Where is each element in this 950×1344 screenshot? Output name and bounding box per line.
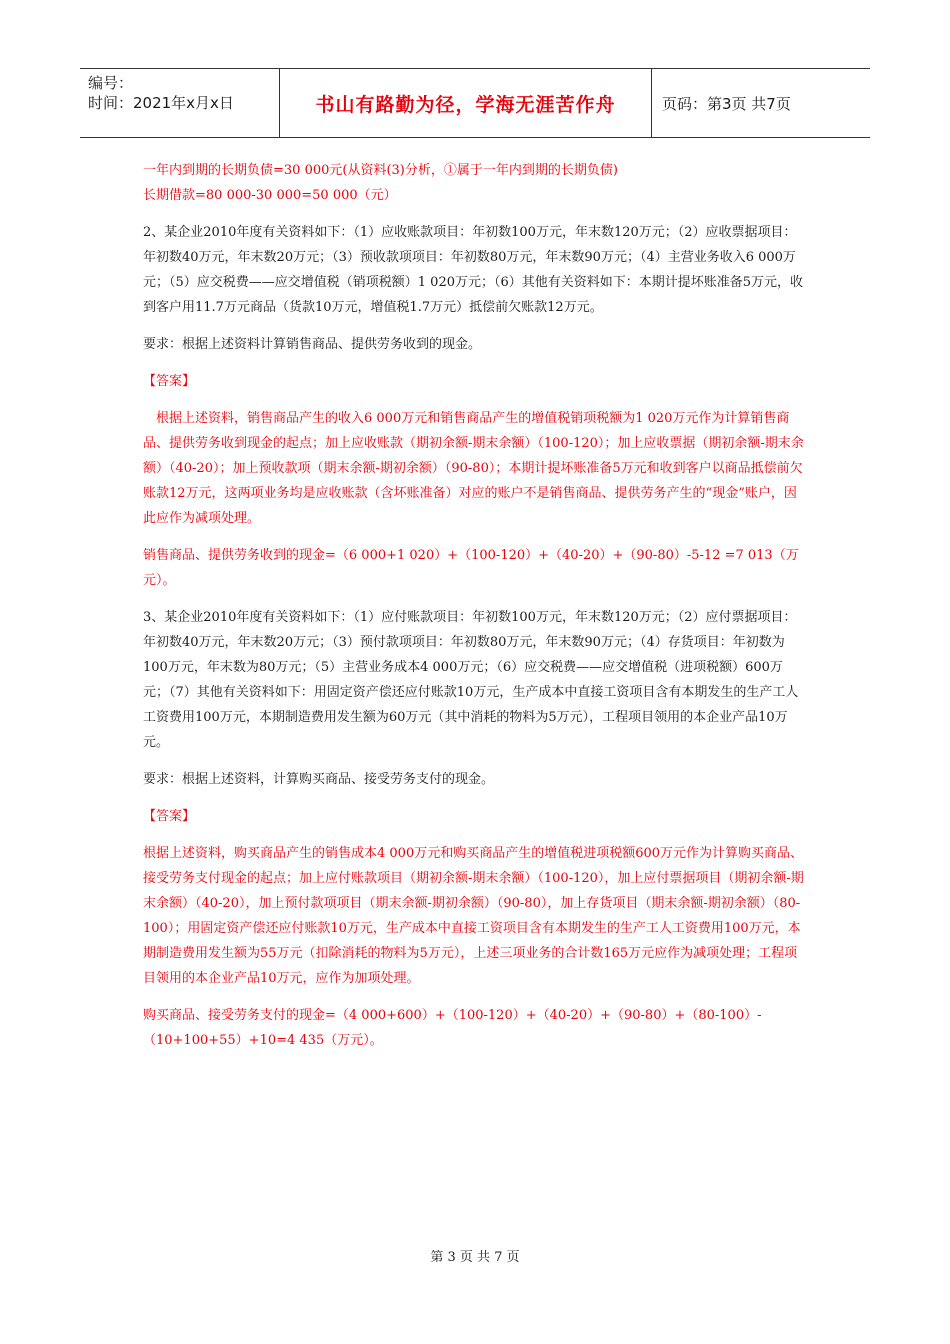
document-body <box>143 158 808 1065</box>
question-2-requirement: 要求：根据上述资料计算销售商品、提供劳务收到的现金。 <box>143 337 482 352</box>
answer-2-formula: 销售商品、提供劳务收到的现金=（6 000+1 020）+（100-120）+（40-20）+（90-80）-5-12 =7 013（万元）。 <box>143 548 799 588</box>
header-page-number: 页码：第3页 共7页 <box>662 94 791 113</box>
serial-label: 编号： <box>88 74 134 92</box>
header-motto: 书山有路勤为径，学海无涯苦作舟 <box>280 69 652 137</box>
question-3: 3、某企业2010年度有关资料如下：（1）应付账款项目：年初数100万元，年末数120万元；（2）应付票据项目：年初数40万元，年末数20万元；（3）预付款项项目：年初数80万元，年末数90万元；（4）存货项目：年初数为100万元，年末数为80万元；（5）主营业务成本4 000万元；（6）应交税费——应交增值税（进项税额）600万元；（7）其他有关资料如下：用固定资产偿还应付账款10万元，生产成本中直接工资项目含有本期发生的生产工人工资费用100万元，本期制造费用发生额为60万元（其中消耗的物料为5万元），工程项目领用的本企业产品10万元。 <box>143 610 799 750</box>
page-header <box>80 68 870 138</box>
answer-3-explanation: 根据上述资料，购买商品产生的销售成本4 000万元和购买商品产生的增值税进项税额600万元作为计算购买商品、接受劳务支付现金的起点；加上应付账款项目（期初余额-期末余额）（100-120），加上应付票据项目（期初余额-期末余额）（40-20），加上预付款项项目（期末余额-期初余额）（90-80），加上存货项目（期末余额-期初余额）（80-100）；用固定资产偿还应付账款10万元，生产成本中直接工资项目含有本期发生的生产工人工资费用100万元，本期制造费用发生额为55万元（扣除消耗的物料为5万元），上述三项业务的合计数165万元应作为减项处理；工程项目领用的本企业产品10万元，应作为加项处理。 <box>143 846 804 986</box>
long-term-loan-calc: 长期借款=80 000-30 000=50 000（元） <box>143 188 397 203</box>
liability-note: 一年内到期的长期负债=30 000元(从资料(3)分析，①属于一年内到期的长期负债) <box>143 163 618 178</box>
answer-label-3: 【答案】 <box>143 809 196 824</box>
header-meta <box>80 69 280 137</box>
question-3-requirement: 要求：根据上述资料，计算购买商品、接受劳务支付的现金。 <box>143 772 495 787</box>
answer-2-explanation: 根据上述资料，销售商品产生的收入6 000万元和销售商品产生的增值税销项税额为1 020万元作为计算销售商品、提供劳务收到现金的起点；加上应收账款（期初余额-期末余额）（100-120）；加上应收票据（期初余额-期末余额）（40-20）；加上预收款项（期末余额-期初余额）（90-80）；本期计提坏账准备5万元和收到客户以商品抵偿前欠账款12万元，这两项业务均是应收账款（含坏账准备）对应的账户不是销售商品、提供劳务产生的“现金”账户，因此应作为减项处理。 <box>143 411 804 526</box>
page-footer: 第 3 页 共 7 页 <box>430 1250 520 1265</box>
question-2: 2、某企业2010年度有关资料如下：（1）应收账款项目：年初数100万元，年末数120万元；（2）应收票据项目：年初数40万元，年末数20万元；（3）预收款项项目：年初数80万元，年末数90万元；（4）主营业务收入6 000万元；（5）应交税费——应交增值税（销项税额）1 020万元；（6）其他有关资料如下：本期计提坏账准备5万元，收到客户用11.7万元商品（货款10万元，增值税1.7万元）抵偿前欠账款12万元。 <box>143 225 804 315</box>
answer-label-2: 【答案】 <box>143 374 196 389</box>
date-label: 时间：2021年x月x日 <box>88 94 234 112</box>
answer-3-formula: 购买商品、接受劳务支付的现金=（4 000+600）+（100-120）+（40-20）+（90-80）+（80-100）-（10+100+55）+10=4 435（万元）。 <box>143 1008 762 1048</box>
